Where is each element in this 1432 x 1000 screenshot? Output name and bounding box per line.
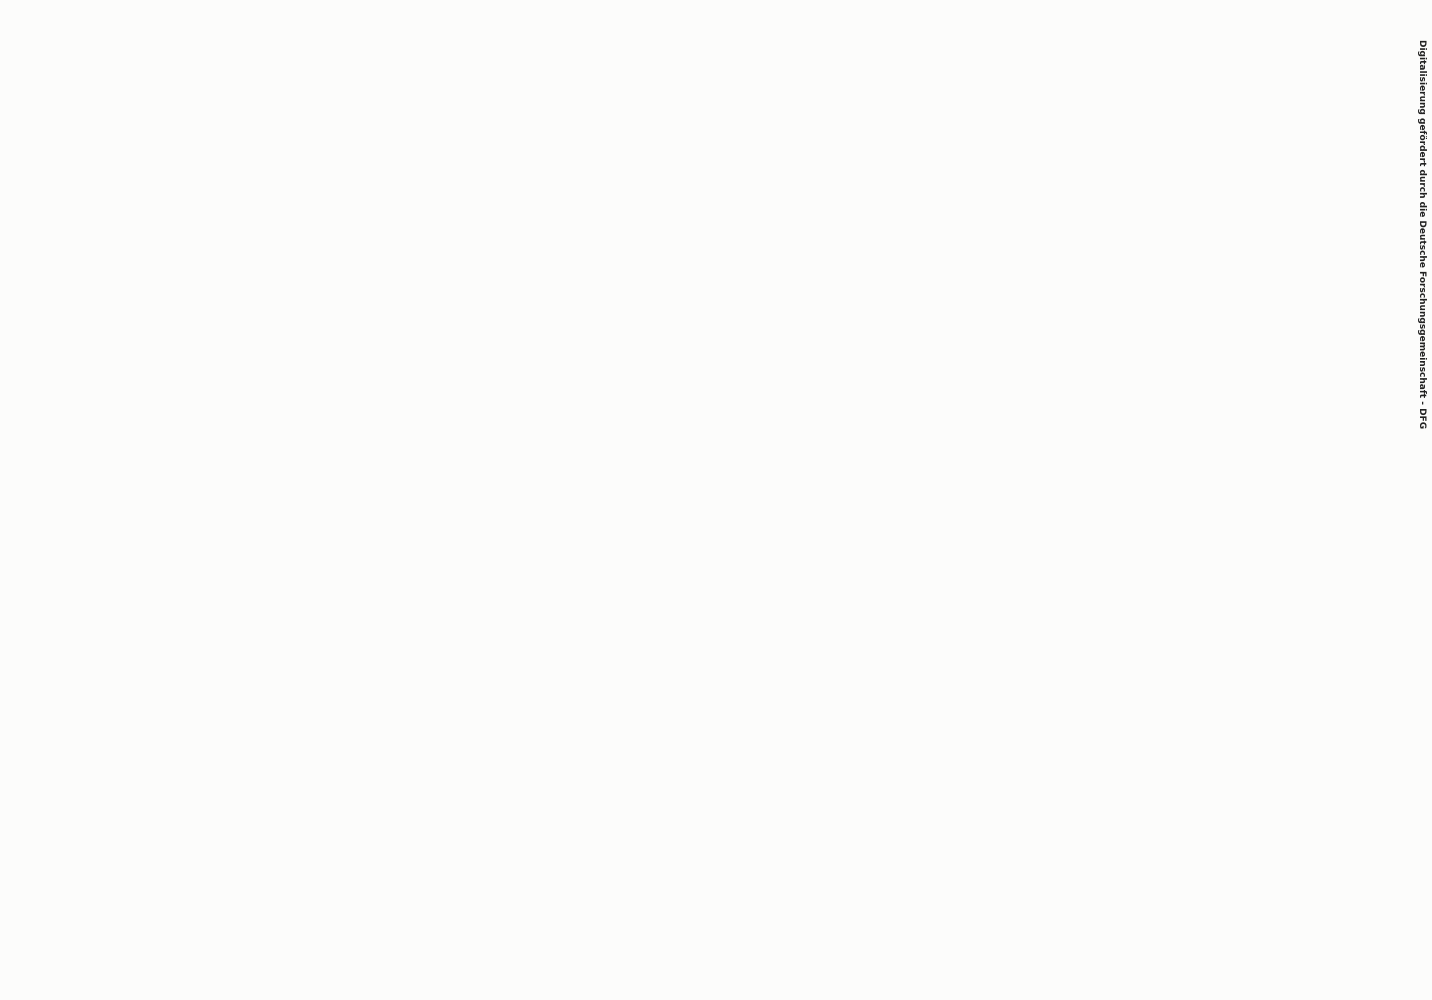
dfg-credit: [1414, 40, 1430, 970]
rotated-newspaper-page: [0, 216, 784, 1000]
dfg-credit-text: Digitalisierung gefördert durch die Deutsche Forschungsgemeinschaft - DFG: [1417, 40, 1427, 430]
